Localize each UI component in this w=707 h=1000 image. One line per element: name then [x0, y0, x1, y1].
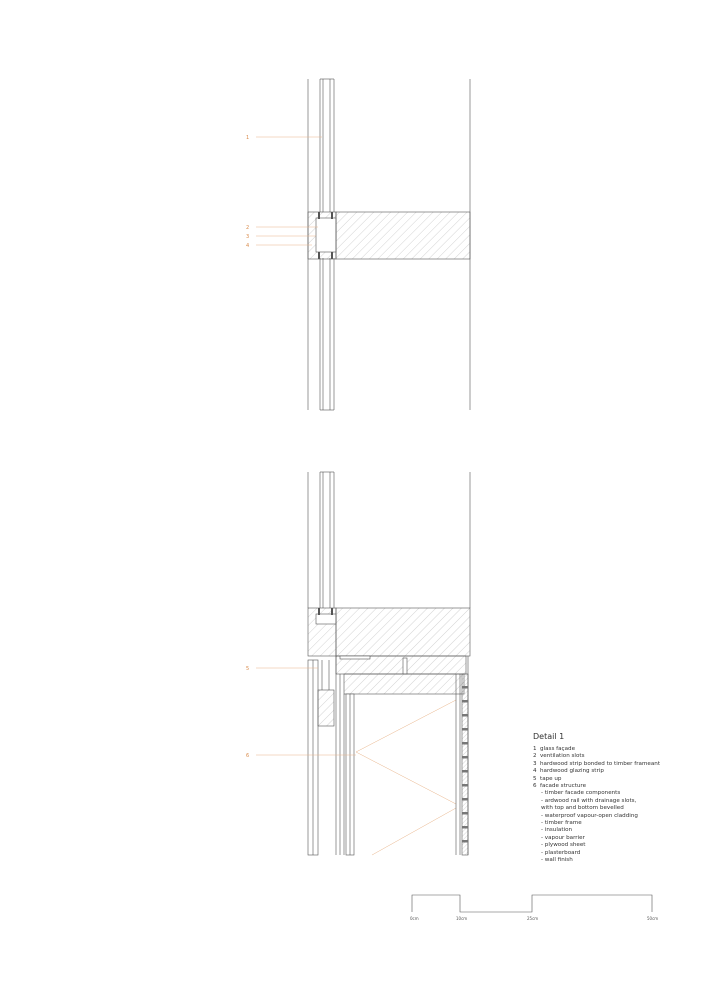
- legend-item-1: [533, 746, 703, 753]
- top-detail: [308, 79, 470, 410]
- timber-slab-bottom: [336, 608, 470, 656]
- legend-title: Detail 1: [533, 732, 565, 741]
- legend-text: ventilation slots: [540, 753, 585, 760]
- glazing-bead-top: [316, 218, 336, 252]
- legend-text: hardwood strip bonded to timber frameant: [540, 760, 661, 767]
- legend-sub-item: - ardwood rail with drainage slots,: [533, 798, 703, 805]
- legend-sub-item: - wall finish: [533, 857, 703, 864]
- legend-item-3: [533, 761, 703, 768]
- legend-sub-item: - vapour barrier: [533, 835, 703, 842]
- callout-2: 2: [246, 225, 250, 231]
- scale-label-0: 0cm: [410, 916, 419, 921]
- legend-text: hardwood glazing strip: [540, 768, 604, 775]
- callout-4: 4: [246, 243, 250, 249]
- callout-6: 6: [246, 753, 250, 759]
- bottom-detail: [308, 472, 470, 855]
- legend-item-2: [533, 753, 703, 760]
- callout-3: 3: [246, 234, 250, 240]
- legend-sub-item: - timber facade components: [533, 790, 703, 797]
- scale-label-25: 25cm: [527, 916, 539, 921]
- glass-facade-lower: [320, 472, 334, 608]
- legend-sub-item: - plywood sheet: [533, 842, 703, 849]
- legend-text: tape up: [540, 775, 562, 782]
- legend-sub-item: - insulation: [533, 827, 703, 834]
- scale-label-50: 50cm: [647, 916, 659, 921]
- legend-sub-item: - waterproof vapour-open cladding: [533, 813, 703, 820]
- legend: [533, 732, 703, 865]
- insulation: [356, 700, 456, 855]
- legend-item-5: [533, 776, 703, 783]
- legend-text: facade structure: [540, 783, 587, 790]
- legend-item-6: [533, 783, 703, 790]
- callout-5: 5: [246, 666, 250, 672]
- legend-sub-item: - timber frame: [533, 820, 703, 827]
- legend-num: 2: [533, 753, 537, 760]
- legend-text: glass façade: [540, 746, 576, 752]
- scale-bar: [412, 895, 652, 912]
- scale-label-10: 10cm: [456, 916, 468, 921]
- cladding-rail: [318, 690, 334, 726]
- legend-num: 5: [533, 775, 537, 782]
- legend-num: 6: [533, 783, 537, 790]
- legend-num: 1: [533, 746, 537, 752]
- legend-item-4: [533, 768, 703, 775]
- legend-num: 3: [533, 760, 537, 767]
- legend-num: 4: [533, 768, 537, 775]
- legend-sub-item: - plasterboard: [533, 850, 703, 857]
- legend-sub-continuation: with top and bottom bevelled: [541, 805, 624, 812]
- bottom-callouts: [256, 668, 356, 755]
- timber-slab-top: [336, 212, 470, 259]
- header-beam: [344, 674, 464, 694]
- callout-1: 1: [246, 135, 250, 141]
